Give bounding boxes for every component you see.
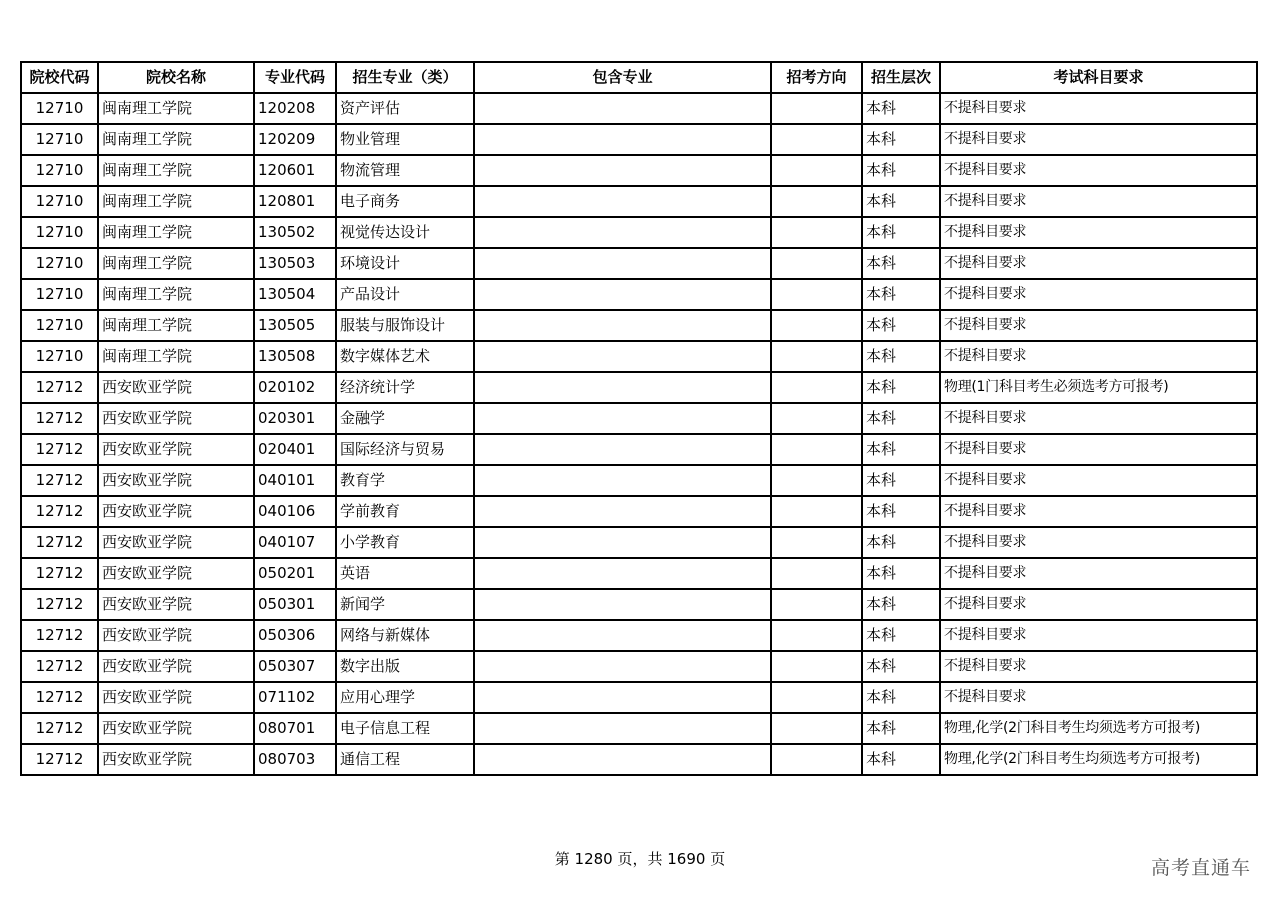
table-row [21,713,1257,744]
cell-school-code: 12712 [21,496,98,527]
cell-major-name: 数字出版 [336,651,474,682]
cell-included-majors [474,124,771,155]
cell-school-name: 西安欧亚学院 [98,403,254,434]
cell-school-code: 12710 [21,217,98,248]
cell-school-name: 闽南理工学院 [98,341,254,372]
cell-school-code: 12710 [21,186,98,217]
table-row [21,217,1257,248]
cell-direction [771,403,862,434]
table-row [21,310,1257,341]
cell-major-code: 040101 [254,465,336,496]
cell-school-code: 12712 [21,527,98,558]
cell-direction [771,744,862,775]
cell-major-name: 物业管理 [336,124,474,155]
header-major-name: 招生专业（类） [336,62,474,93]
table-body [21,93,1257,775]
cell-subject-requirement: 不提科目要求 [940,589,1257,620]
cell-major-name: 数字媒体艺术 [336,341,474,372]
header-school-code: 院校代码 [21,62,98,93]
cell-major-name: 教育学 [336,465,474,496]
cell-direction [771,682,862,713]
cell-direction [771,713,862,744]
cell-included-majors [474,217,771,248]
cell-school-code: 12712 [21,744,98,775]
cell-major-code: 020102 [254,372,336,403]
cell-included-majors [474,496,771,527]
cell-subject-requirement: 不提科目要求 [940,465,1257,496]
cell-subject-requirement: 不提科目要求 [940,651,1257,682]
cell-direction [771,620,862,651]
cell-school-code: 12712 [21,589,98,620]
table-row [21,527,1257,558]
cell-direction [771,465,862,496]
cell-included-majors [474,713,771,744]
cell-included-majors [474,527,771,558]
cell-major-code: 050301 [254,589,336,620]
cell-level: 本科 [862,279,940,310]
cell-subject-requirement: 不提科目要求 [940,620,1257,651]
cell-school-code: 12712 [21,403,98,434]
cell-included-majors [474,186,771,217]
cell-included-majors [474,558,771,589]
cell-included-majors [474,93,771,124]
cell-subject-requirement: 不提科目要求 [940,310,1257,341]
cell-major-name: 金融学 [336,403,474,434]
cell-school-code: 12712 [21,465,98,496]
table-row [21,279,1257,310]
cell-included-majors [474,372,771,403]
watermark-logo-text: 高考直通车 [1150,857,1251,879]
cell-subject-requirement: 不提科目要求 [940,124,1257,155]
cell-direction [771,310,862,341]
cell-level: 本科 [862,124,940,155]
cell-direction [771,217,862,248]
table-row [21,465,1257,496]
cell-included-majors [474,279,771,310]
table-row [21,93,1257,124]
cell-major-name: 网络与新媒体 [336,620,474,651]
cell-major-name: 小学教育 [336,527,474,558]
table-row [21,589,1257,620]
cell-major-name: 物流管理 [336,155,474,186]
cell-major-code: 120601 [254,155,336,186]
cell-major-code: 050306 [254,620,336,651]
table-row [21,341,1257,372]
cell-level: 本科 [862,186,940,217]
cell-major-code: 080703 [254,744,336,775]
cell-subject-requirement: 物理(1门科目考生必须选考方可报考) [940,372,1257,403]
cell-major-code: 071102 [254,682,336,713]
cell-school-name: 西安欧亚学院 [98,527,254,558]
header-included-majors: 包含专业 [474,62,771,93]
cell-level: 本科 [862,682,940,713]
cell-level: 本科 [862,651,940,682]
cell-major-name: 应用心理学 [336,682,474,713]
cell-included-majors [474,248,771,279]
cell-direction [771,589,862,620]
cell-subject-requirement: 物理,化学(2门科目考生均须选考方可报考) [940,744,1257,775]
cell-level: 本科 [862,341,940,372]
cell-major-name: 产品设计 [336,279,474,310]
cell-subject-requirement: 物理,化学(2门科目考生均须选考方可报考) [940,713,1257,744]
cell-level: 本科 [862,744,940,775]
cell-level: 本科 [862,155,940,186]
cell-major-code: 080701 [254,713,336,744]
cell-major-code: 130502 [254,217,336,248]
cell-included-majors [474,651,771,682]
table-row [21,248,1257,279]
table-row [21,434,1257,465]
cell-subject-requirement: 不提科目要求 [940,279,1257,310]
cell-included-majors [474,589,771,620]
admissions-table [20,61,1258,776]
cell-level: 本科 [862,372,940,403]
cell-subject-requirement: 不提科目要求 [940,434,1257,465]
cell-school-code: 12712 [21,558,98,589]
table-row [21,155,1257,186]
cell-major-code: 020301 [254,403,336,434]
cell-school-name: 闽南理工学院 [98,124,254,155]
cell-subject-requirement: 不提科目要求 [940,682,1257,713]
cell-level: 本科 [862,589,940,620]
cell-school-code: 12712 [21,713,98,744]
cell-school-name: 西安欧亚学院 [98,372,254,403]
page-number: 第 1280 页，共 1690 页 [554,850,726,868]
cell-level: 本科 [862,434,940,465]
table-row [21,372,1257,403]
cell-school-code: 12710 [21,279,98,310]
cell-school-name: 西安欧亚学院 [98,465,254,496]
cell-major-code: 130504 [254,279,336,310]
cell-major-code: 130503 [254,248,336,279]
cell-major-name: 资产评估 [336,93,474,124]
cell-school-code: 12712 [21,620,98,651]
table-row [21,124,1257,155]
cell-school-name: 闽南理工学院 [98,217,254,248]
cell-subject-requirement: 不提科目要求 [940,248,1257,279]
cell-school-code: 12710 [21,310,98,341]
cell-school-code: 12712 [21,651,98,682]
table-row [21,620,1257,651]
cell-major-code: 120209 [254,124,336,155]
cell-major-name: 英语 [336,558,474,589]
cell-major-code: 130508 [254,341,336,372]
cell-direction [771,186,862,217]
cell-subject-requirement: 不提科目要求 [940,217,1257,248]
cell-included-majors [474,310,771,341]
cell-included-majors [474,341,771,372]
cell-included-majors [474,403,771,434]
table-row [21,558,1257,589]
cell-direction [771,93,862,124]
cell-level: 本科 [862,465,940,496]
header-school-name: 院校名称 [98,62,254,93]
cell-subject-requirement: 不提科目要求 [940,341,1257,372]
cell-major-name: 通信工程 [336,744,474,775]
cell-direction [771,527,862,558]
cell-level: 本科 [862,217,940,248]
cell-school-name: 闽南理工学院 [98,186,254,217]
cell-major-code: 130505 [254,310,336,341]
cell-major-name: 电子信息工程 [336,713,474,744]
cell-level: 本科 [862,527,940,558]
cell-school-name: 西安欧亚学院 [98,620,254,651]
cell-school-name: 闽南理工学院 [98,93,254,124]
cell-school-code: 12712 [21,434,98,465]
cell-direction [771,124,862,155]
cell-level: 本科 [862,496,940,527]
cell-school-name: 闽南理工学院 [98,279,254,310]
cell-major-name: 视觉传达设计 [336,217,474,248]
cell-direction [771,558,862,589]
cell-direction [771,279,862,310]
cell-subject-requirement: 不提科目要求 [940,93,1257,124]
cell-major-code: 050201 [254,558,336,589]
cell-school-code: 12710 [21,93,98,124]
cell-major-name: 新闻学 [336,589,474,620]
cell-direction [771,651,862,682]
cell-school-name: 闽南理工学院 [98,310,254,341]
cell-included-majors [474,682,771,713]
cell-major-code: 120801 [254,186,336,217]
cell-direction [771,496,862,527]
cell-subject-requirement: 不提科目要求 [940,558,1257,589]
cell-direction [771,155,862,186]
cell-direction [771,341,862,372]
cell-level: 本科 [862,620,940,651]
cell-school-code: 12712 [21,372,98,403]
table-row [21,651,1257,682]
cell-subject-requirement: 不提科目要求 [940,527,1257,558]
cell-direction [771,434,862,465]
cell-school-name: 西安欧亚学院 [98,558,254,589]
cell-school-code: 12712 [21,682,98,713]
cell-level: 本科 [862,713,940,744]
table-row [21,682,1257,713]
table-row [21,186,1257,217]
cell-school-name: 闽南理工学院 [98,155,254,186]
cell-major-name: 电子商务 [336,186,474,217]
cell-major-name: 环境设计 [336,248,474,279]
cell-school-name: 西安欧亚学院 [98,434,254,465]
cell-major-name: 学前教育 [336,496,474,527]
cell-level: 本科 [862,93,940,124]
cell-school-name: 西安欧亚学院 [98,744,254,775]
cell-direction [771,372,862,403]
cell-school-name: 西安欧亚学院 [98,589,254,620]
header-direction: 招考方向 [771,62,862,93]
cell-subject-requirement: 不提科目要求 [940,155,1257,186]
cell-major-name: 服装与服饰设计 [336,310,474,341]
cell-direction [771,248,862,279]
cell-school-code: 12710 [21,155,98,186]
cell-major-name: 国际经济与贸易 [336,434,474,465]
cell-school-name: 闽南理工学院 [98,248,254,279]
cell-subject-requirement: 不提科目要求 [940,403,1257,434]
cell-level: 本科 [862,558,940,589]
table-row [21,403,1257,434]
cell-school-code: 12710 [21,341,98,372]
table-row [21,496,1257,527]
cell-school-name: 西安欧亚学院 [98,651,254,682]
cell-major-code: 040106 [254,496,336,527]
header-subject-requirement: 考试科目要求 [940,62,1257,93]
cell-major-code: 120208 [254,93,336,124]
cell-included-majors [474,744,771,775]
cell-included-majors [474,155,771,186]
cell-subject-requirement: 不提科目要求 [940,496,1257,527]
cell-major-code: 040107 [254,527,336,558]
cell-school-name: 西安欧亚学院 [98,682,254,713]
cell-included-majors [474,620,771,651]
cell-subject-requirement: 不提科目要求 [940,186,1257,217]
table-row [21,744,1257,775]
header-level: 招生层次 [862,62,940,93]
cell-included-majors [474,434,771,465]
table-header-row [21,62,1257,93]
cell-level: 本科 [862,248,940,279]
cell-major-code: 050307 [254,651,336,682]
cell-school-code: 12710 [21,248,98,279]
cell-major-code: 020401 [254,434,336,465]
cell-included-majors [474,465,771,496]
cell-level: 本科 [862,403,940,434]
header-major-code: 专业代码 [254,62,336,93]
cell-major-name: 经济统计学 [336,372,474,403]
cell-school-name: 西安欧亚学院 [98,713,254,744]
cell-school-code: 12710 [21,124,98,155]
cell-level: 本科 [862,310,940,341]
cell-school-name: 西安欧亚学院 [98,496,254,527]
